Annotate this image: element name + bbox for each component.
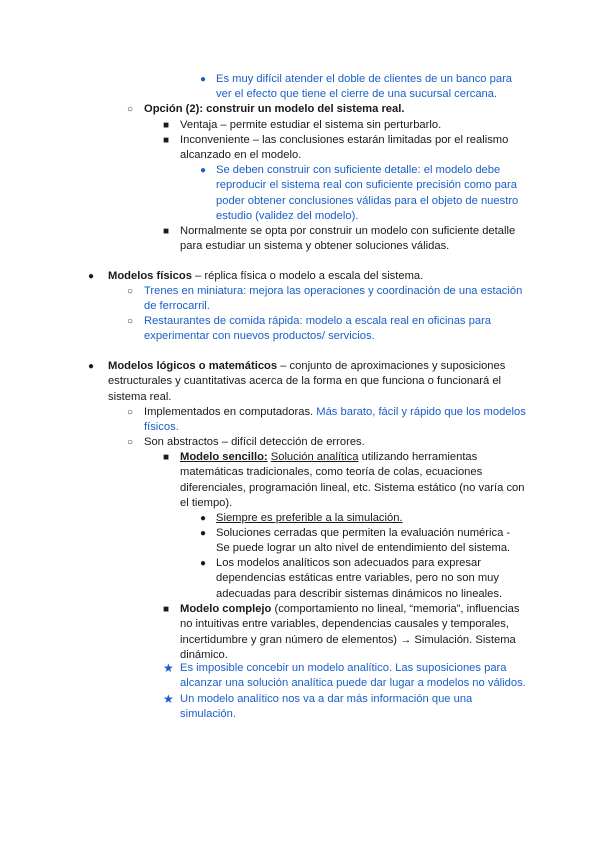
bullet-circle-icon: ○ xyxy=(127,316,134,327)
list-item xyxy=(88,359,528,405)
item-text-blue: Más barato, fácil y rápido que los modelos físicos. xyxy=(144,406,526,434)
item-text-bold: Modelos lógicos o matemáticos xyxy=(108,360,278,372)
bullet-circle-icon: ○ xyxy=(127,104,134,115)
item-text-underlined: Solución analítica xyxy=(270,451,359,463)
item-text-bold: Modelos físicos xyxy=(108,270,192,282)
bullet-square-icon: ■ xyxy=(163,120,170,131)
star-icon: ★ xyxy=(163,692,174,706)
list-item xyxy=(200,526,526,557)
item-text-bold: Modelo complejo xyxy=(180,603,272,615)
bullet-circle-icon: ○ xyxy=(127,286,134,297)
bullet-dot-icon: ● xyxy=(200,74,207,85)
list-item xyxy=(163,450,526,511)
item-text: Inconveniente – las conclusiones estarán limitadas por el realismo alcanzado en el modelo. xyxy=(180,134,509,162)
list-item xyxy=(200,511,526,526)
item-text: Trenes en miniatura: mejora las operaciones y coordinación de una estación de ferrocarril. xyxy=(144,285,523,313)
list-item xyxy=(163,602,526,663)
bullet-dot-icon: ● xyxy=(200,528,207,539)
item-text: Opción (2): construir un modelo del sistema real. xyxy=(144,103,405,115)
item-text: – réplica física o modelo a escala del sistema. xyxy=(191,270,424,282)
list-item xyxy=(163,692,526,723)
item-text: – conjunto de aproximaciones y suposiciones estructurales y cuantitativas acerca de la forma en que funciona o funcionará el sistema real. xyxy=(108,360,506,403)
bullet-dot-icon: ● xyxy=(200,513,207,524)
item-text: Es muy difícil atender el doble de clientes de un banco para ver el efecto que tiene el cierre de una sucursal cercana. xyxy=(216,73,513,101)
list-item xyxy=(127,314,524,345)
list-item xyxy=(163,118,525,133)
list-item xyxy=(163,224,525,255)
item-text: Son abstractos – difícil detección de errores. xyxy=(144,436,365,448)
list-item xyxy=(127,405,528,436)
item-text: Siempre es preferible a la simulación. xyxy=(216,512,403,524)
bullet-square-icon: ■ xyxy=(163,452,170,463)
list-item xyxy=(163,661,526,692)
list-item xyxy=(127,284,524,315)
list-item xyxy=(200,556,526,602)
item-text-bold: Modelo sencillo: xyxy=(180,451,268,463)
bullet-square-icon: ■ xyxy=(163,226,170,237)
item-text: Es imposible concebir un modelo analítico. Las suposiciones para alcanzar una solución analítica puede dar lugar a modelos no válidos. xyxy=(180,662,526,690)
item-text: Se deben construir con suficiente detalle: el modelo debe reproducir el sistema real con suficiente precisión como para poder obtener conclusiones válidas para el objeto de nuestro estudio (validez del modelo). xyxy=(216,164,519,222)
list-item xyxy=(127,435,524,450)
list-item xyxy=(200,72,521,103)
list-item xyxy=(163,133,525,164)
list-item xyxy=(200,163,524,224)
item-text: Normalmente se opta por construir un modelo con suficiente detalle para estudiar un sistema y obtener soluciones válidas. xyxy=(180,225,516,253)
list-item xyxy=(88,269,528,284)
bullet-circle-icon: ○ xyxy=(127,437,134,448)
item-text: (comportamiento no lineal, “memoria”, influencias no intuitivas entre variables, dependencias causales y temporales, incertidumbre y gran número de elementos) → Simulación. Sistema dinámico. xyxy=(180,603,520,661)
item-text: Restaurantes de comida rápida: modelo a escala real en oficinas para experimentar con nuevos productos/ servicios. xyxy=(144,315,492,343)
item-text: Soluciones cerradas que permiten la evaluación numérica - Se puede lograr un alto nivel de entendimiento del sistema. xyxy=(216,527,511,555)
item-text: utilizando herramientas matemáticas tradicionales, como teoría de colas, ecuaciones diferenciales, programación lineal, etc. Sistema estático (no varía con el tiempo). xyxy=(180,451,525,509)
bullet-dot-icon: ● xyxy=(88,271,95,282)
item-text: Implementados en computadoras. xyxy=(144,406,317,418)
item-text: Los modelos analíticos son adecuados para expresar dependencias estáticas entre variables, pero no son muy adecuadas para describir sistemas dinámicos no lineales. xyxy=(216,557,503,600)
bullet-dot-icon: ● xyxy=(200,558,207,569)
bullet-square-icon: ■ xyxy=(163,604,170,615)
list-item xyxy=(127,102,524,117)
bullet-circle-icon: ○ xyxy=(127,407,134,418)
star-icon: ★ xyxy=(163,661,174,675)
bullet-dot-icon: ● xyxy=(200,165,207,176)
bullet-dot-icon: ● xyxy=(88,361,95,372)
bullet-square-icon: ■ xyxy=(163,135,170,146)
item-text: Un modelo analítico nos va a dar más información que una simulación. xyxy=(180,693,473,721)
item-text: Ventaja – permite estudiar el sistema sin perturbarlo. xyxy=(180,119,442,131)
